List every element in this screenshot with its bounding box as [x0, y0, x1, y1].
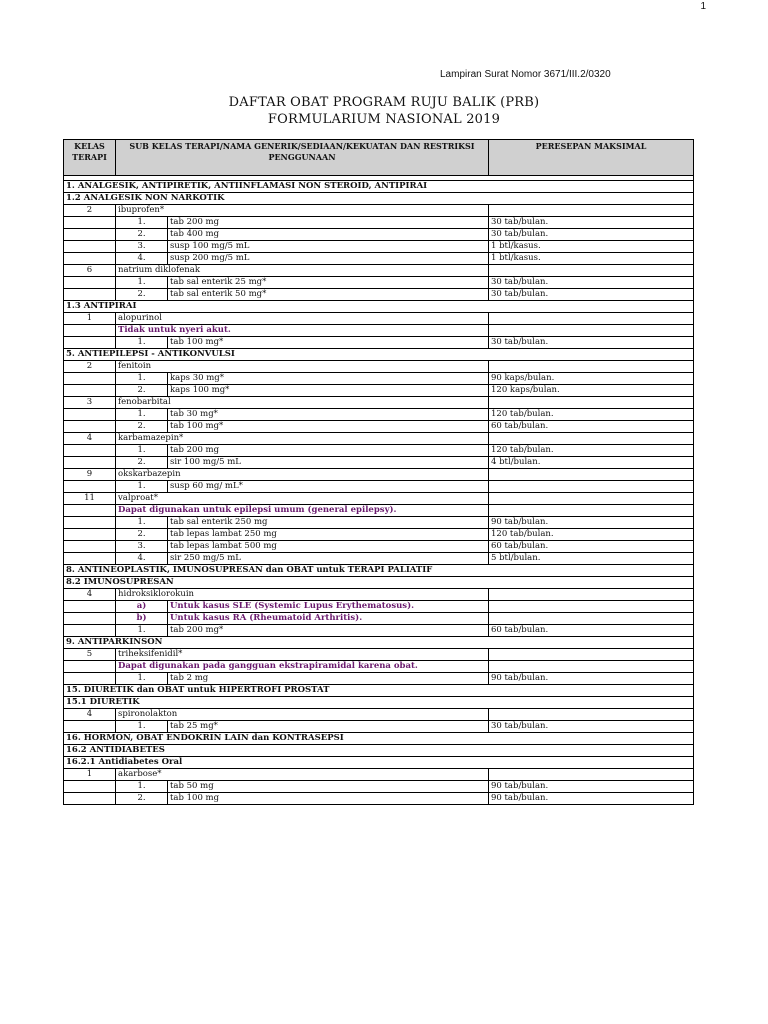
section-heading: 8.2 IMUNOSUPRESAN	[64, 577, 694, 589]
dosage-form: tab 400 mg	[168, 229, 489, 241]
table-row	[64, 361, 694, 373]
kelas-terapi-cell: 5	[64, 649, 116, 661]
max-prescription: 4 btl/bulan.	[489, 457, 694, 469]
max-prescription: 60 tab/bulan.	[489, 421, 694, 433]
kelas-cell	[64, 217, 116, 229]
item-number: 1.	[116, 673, 168, 685]
table-row	[64, 721, 694, 733]
section-heading: 5. ANTIEPILEPSI - ANTIKONVULSI	[64, 349, 694, 361]
section-heading: 16.2.1 Antidiabetes Oral	[64, 757, 694, 769]
kelas-cell	[64, 553, 116, 565]
max-prescription: 30 tab/bulan.	[489, 289, 694, 301]
kelas-terapi-cell: 4	[64, 589, 116, 601]
kelas-cell	[64, 781, 116, 793]
max-prescription: 90 tab/bulan.	[489, 781, 694, 793]
max-prescription: 1 btl/kasus.	[489, 241, 694, 253]
kelas-cell	[64, 793, 116, 805]
item-number: 3.	[116, 541, 168, 553]
table-row	[64, 217, 694, 229]
table-row	[64, 697, 694, 709]
table-row	[64, 649, 694, 661]
restriction-note: Tidak untuk nyeri akut.	[116, 325, 489, 337]
item-number: 1.	[116, 337, 168, 349]
max-prescription: 5 btl/bulan.	[489, 553, 694, 565]
section-heading: 1. ANALGESIK, ANTIPIRETIK, ANTIINFLAMASI NON STEROID, ANTIPIRAI	[64, 181, 694, 193]
item-number: 1.	[116, 517, 168, 529]
item-number: 2.	[116, 229, 168, 241]
item-number: 1.	[116, 373, 168, 385]
item-number: 2.	[116, 289, 168, 301]
kelas-cell	[64, 721, 116, 733]
dosage-form: kaps 30 mg*	[168, 373, 489, 385]
lampiran-reference: Lampiran Surat Nomor 3671/III.2/0320	[440, 69, 611, 80]
header-peresepan-maksimal: PERESEPAN MAKSIMAL	[489, 140, 694, 176]
max-cell	[489, 649, 694, 661]
max-prescription: 60 tab/bulan.	[489, 541, 694, 553]
max-cell	[489, 265, 694, 277]
section-heading: 15. DIURETIK dan OBAT untuk HIPERTROFI PROSTAT	[64, 685, 694, 697]
dosage-form: susp 60 mg/ mL*	[168, 481, 489, 493]
kelas-terapi-cell: 2	[64, 205, 116, 217]
restriction-letter: a)	[116, 601, 168, 613]
drug-name: valproat*	[116, 493, 489, 505]
max-cell	[489, 505, 694, 517]
table-row	[64, 565, 694, 577]
table-row	[64, 181, 694, 193]
max-prescription: 90 tab/bulan.	[489, 673, 694, 685]
dosage-form: tab 25 mg*	[168, 721, 489, 733]
table-body	[64, 181, 694, 805]
kelas-terapi-cell: 4	[64, 709, 116, 721]
table-row	[64, 313, 694, 325]
max-prescription: 30 tab/bulan.	[489, 277, 694, 289]
kelas-cell	[64, 421, 116, 433]
max-prescription: 120 tab/bulan.	[489, 529, 694, 541]
table-row	[64, 745, 694, 757]
kelas-cell	[64, 529, 116, 541]
restriction-note: Untuk kasus RA (Rheumatoid Arthritis).	[168, 613, 489, 625]
table-row	[64, 637, 694, 649]
kelas-cell	[64, 613, 116, 625]
max-cell	[489, 397, 694, 409]
table-row	[64, 193, 694, 205]
item-number: 2.	[116, 457, 168, 469]
table-row	[64, 793, 694, 805]
table-row	[64, 469, 694, 481]
section-heading: 15.1 DIURETIK	[64, 697, 694, 709]
kelas-cell	[64, 325, 116, 337]
dosage-form: tab lepas lambat 250 mg	[168, 529, 489, 541]
dosage-form: tab 100 mg*	[168, 337, 489, 349]
kelas-cell	[64, 457, 116, 469]
max-prescription: 120 tab/bulan.	[489, 409, 694, 421]
section-heading: 1.3 ANTIPIRAI	[64, 301, 694, 313]
item-number: 2.	[116, 529, 168, 541]
table-row	[64, 493, 694, 505]
table-row	[64, 673, 694, 685]
dosage-form: tab 2 mg	[168, 673, 489, 685]
item-number: 4.	[116, 553, 168, 565]
table-row	[64, 613, 694, 625]
table-row	[64, 601, 694, 613]
max-prescription: 1 btl/kasus.	[489, 253, 694, 265]
document-subtitle: FORMULARIUM NASIONAL 2019	[267, 112, 501, 127]
max-prescription	[489, 481, 694, 493]
kelas-terapi-cell: 6	[64, 265, 116, 277]
header-sub-kelas: SUB KELAS TERAPI/NAMA GENERIK/SEDIAAN/KEKUATAN DAN RESTRIKSI PENGGUNAAN	[116, 140, 489, 176]
max-cell	[489, 433, 694, 445]
drug-name: akarbose*	[116, 769, 489, 781]
table-row	[64, 517, 694, 529]
table-row	[64, 577, 694, 589]
kelas-terapi-cell: 3	[64, 397, 116, 409]
table-row	[64, 229, 694, 241]
table-row	[64, 397, 694, 409]
table-row	[64, 409, 694, 421]
max-prescription: 30 tab/bulan.	[489, 337, 694, 349]
drug-name: karbamazepin*	[116, 433, 489, 445]
section-heading: 8. ANTINEOPLASTIK, IMUNOSUPRESAN dan OBAT untuk TERAPI PALIATIF	[64, 565, 694, 577]
max-cell	[489, 313, 694, 325]
max-cell	[489, 769, 694, 781]
dosage-form: tab sal enterik 250 mg	[168, 517, 489, 529]
section-heading: 16. HORMON, OBAT ENDOKRIN LAIN dan KONTRASEPSI	[64, 733, 694, 745]
max-prescription: 90 tab/bulan.	[489, 517, 694, 529]
item-number: 1.	[116, 625, 168, 637]
max-cell	[489, 613, 694, 625]
drug-name: fenitoin	[116, 361, 489, 373]
max-prescription: 30 tab/bulan.	[489, 721, 694, 733]
max-cell	[489, 361, 694, 373]
dosage-form: tab 200 mg	[168, 445, 489, 457]
table-row	[64, 373, 694, 385]
restriction-note: Dapat digunakan untuk epilepsi umum (general epilepsy).	[116, 505, 489, 517]
table-row	[64, 625, 694, 637]
max-prescription: 30 tab/bulan.	[489, 217, 694, 229]
kelas-cell	[64, 253, 116, 265]
section-heading: 9. ANTIPARKINSON	[64, 637, 694, 649]
table-row	[64, 205, 694, 217]
dosage-form: tab 30 mg*	[168, 409, 489, 421]
table-row	[64, 709, 694, 721]
kelas-cell	[64, 289, 116, 301]
max-cell	[489, 601, 694, 613]
table-row	[64, 241, 694, 253]
drug-table	[63, 139, 694, 805]
item-number: 3.	[116, 241, 168, 253]
dosage-form: kaps 100 mg*	[168, 385, 489, 397]
drug-name: triheksifenidil*	[116, 649, 489, 661]
max-prescription: 120 kaps/bulan.	[489, 385, 694, 397]
kelas-cell	[64, 673, 116, 685]
kelas-cell	[64, 625, 116, 637]
item-number: 1.	[116, 781, 168, 793]
table-row	[64, 349, 694, 361]
table-row	[64, 445, 694, 457]
kelas-cell	[64, 385, 116, 397]
table-row	[64, 541, 694, 553]
kelas-terapi-cell: 2	[64, 361, 116, 373]
table-row	[64, 781, 694, 793]
max-prescription: 120 tab/bulan.	[489, 445, 694, 457]
dosage-form: tab sal enterik 25 mg*	[168, 277, 489, 289]
dosage-form: tab 50 mg	[168, 781, 489, 793]
kelas-terapi-cell: 1	[64, 313, 116, 325]
page-number: 1	[700, 1, 706, 12]
kelas-cell	[64, 277, 116, 289]
table-row	[64, 769, 694, 781]
document-title: DAFTAR OBAT PROGRAM RUJU BALIK (PRB)	[228, 95, 540, 110]
drug-name: natrium diklofenak	[116, 265, 489, 277]
table-row	[64, 265, 694, 277]
table-row	[64, 277, 694, 289]
table-row	[64, 733, 694, 745]
kelas-cell	[64, 373, 116, 385]
table-row	[64, 253, 694, 265]
item-number: 1.	[116, 445, 168, 457]
table-row	[64, 385, 694, 397]
section-heading: 1.2 ANALGESIK NON NARKOTIK	[64, 193, 694, 205]
dosage-form: tab 200 mg*	[168, 625, 489, 637]
item-number: 1.	[116, 481, 168, 493]
dosage-form: sir 250 mg/5 mL	[168, 553, 489, 565]
item-number: 2.	[116, 793, 168, 805]
drug-name: okskarbazepin	[116, 469, 489, 481]
drug-name: ibuprofen*	[116, 205, 489, 217]
table-row	[64, 289, 694, 301]
dosage-form: sir 100 mg/5 mL	[168, 457, 489, 469]
kelas-cell	[64, 229, 116, 241]
restriction-letter: b)	[116, 613, 168, 625]
max-prescription: 30 tab/bulan.	[489, 229, 694, 241]
table-row	[64, 685, 694, 697]
dosage-form: tab lepas lambat 500 mg	[168, 541, 489, 553]
drug-name: fenobarbital	[116, 397, 489, 409]
dosage-form: tab 200 mg	[168, 217, 489, 229]
item-number: 1.	[116, 277, 168, 289]
kelas-cell	[64, 661, 116, 673]
dosage-form: tab 100 mg	[168, 793, 489, 805]
kelas-terapi-cell: 11	[64, 493, 116, 505]
table-row	[64, 433, 694, 445]
table-row	[64, 553, 694, 565]
dosage-form: tab sal enterik 50 mg*	[168, 289, 489, 301]
max-cell	[489, 205, 694, 217]
kelas-cell	[64, 505, 116, 517]
max-prescription: 90 kaps/bulan.	[489, 373, 694, 385]
max-cell	[489, 469, 694, 481]
kelas-terapi-cell: 1	[64, 769, 116, 781]
kelas-terapi-cell: 4	[64, 433, 116, 445]
max-cell	[489, 589, 694, 601]
max-cell	[489, 325, 694, 337]
item-number: 2.	[116, 385, 168, 397]
kelas-cell	[64, 409, 116, 421]
table-row	[64, 505, 694, 517]
kelas-cell	[64, 337, 116, 349]
max-prescription: 90 tab/bulan.	[489, 793, 694, 805]
item-number: 1.	[116, 409, 168, 421]
max-cell	[489, 493, 694, 505]
drug-name: alopurinol	[116, 313, 489, 325]
max-cell	[489, 709, 694, 721]
kelas-terapi-cell: 9	[64, 469, 116, 481]
drug-name: spironolakton	[116, 709, 489, 721]
restriction-note: Dapat digunakan pada gangguan ekstrapiramidal karena obat.	[116, 661, 489, 673]
max-cell	[489, 661, 694, 673]
table-row	[64, 529, 694, 541]
kelas-cell	[64, 241, 116, 253]
kelas-cell	[64, 445, 116, 457]
drug-name: hidroksiklorokuin	[116, 589, 489, 601]
table-row	[64, 325, 694, 337]
table-row	[64, 337, 694, 349]
dosage-form: susp 100 mg/5 mL	[168, 241, 489, 253]
item-number: 4.	[116, 253, 168, 265]
table-row	[64, 421, 694, 433]
kelas-cell	[64, 481, 116, 493]
kelas-cell	[64, 601, 116, 613]
item-number: 2.	[116, 421, 168, 433]
kelas-cell	[64, 541, 116, 553]
table-row	[64, 301, 694, 313]
restriction-note: Untuk kasus SLE (Systemic Lupus Erythematosus).	[168, 601, 489, 613]
table-row	[64, 481, 694, 493]
dosage-form: susp 200 mg/5 mL	[168, 253, 489, 265]
section-heading: 16.2 ANTIDIABETES	[64, 745, 694, 757]
dosage-form: tab 100 mg*	[168, 421, 489, 433]
kelas-cell	[64, 517, 116, 529]
item-number: 1.	[116, 721, 168, 733]
header-kelas-terapi: KELAS TERAPI	[64, 140, 116, 176]
table-row	[64, 457, 694, 469]
max-prescription: 60 tab/bulan.	[489, 625, 694, 637]
table-row	[64, 661, 694, 673]
table-row	[64, 589, 694, 601]
table-row	[64, 757, 694, 769]
item-number: 1.	[116, 217, 168, 229]
